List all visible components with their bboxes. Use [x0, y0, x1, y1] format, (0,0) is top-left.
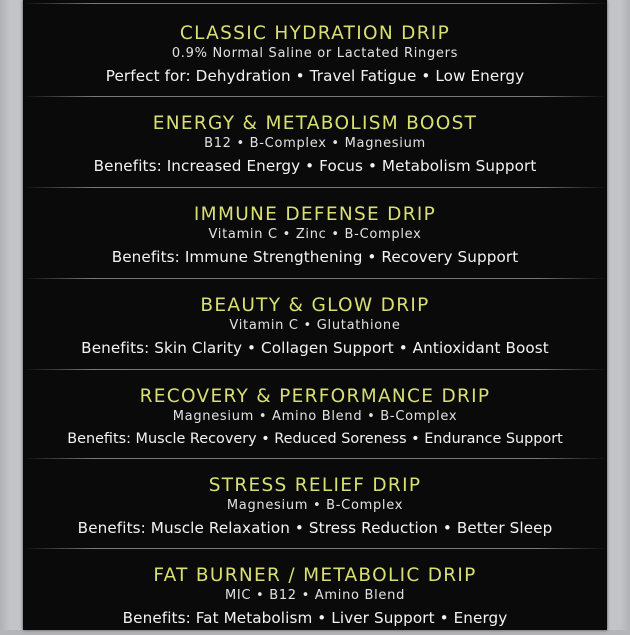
drip-title: ENERGY & METABOLISM BOOST [152, 113, 478, 134]
drip-ingredients: 0.9% Normal Saline or Lactated Ringers [171, 46, 459, 61]
drip-ingredients: Magnesium • B-Complex [226, 498, 404, 513]
drip-ingredients: Magnesium • Amino Blend • B-Complex [172, 409, 458, 424]
drip-section-beauty-glow [23, 275, 607, 365]
drip-benefits: Benefits: Immune Strengthening • Recovery Support [111, 248, 519, 266]
drip-menu-panel [23, 0, 607, 630]
drip-section-classic-hydration [23, 3, 607, 93]
drip-ingredients: B12 • B-Complex • Magnesium [204, 136, 426, 151]
drip-section-energy-metabolism [23, 93, 607, 183]
drip-section-immune-defense [23, 184, 607, 274]
drip-section-recovery-performance [23, 366, 607, 456]
drip-title: RECOVERY & PERFORMANCE DRIP [139, 386, 491, 407]
drip-section-fat-burner [23, 545, 607, 635]
drip-benefits: Benefits: Skin Clarity • Collagen Support • Antioxidant Boost [81, 339, 549, 357]
drip-section-stress-relief [23, 455, 607, 545]
drip-title: IMMUNE DEFENSE DRIP [193, 204, 437, 225]
drip-ingredients: MIC • B12 • Amino Blend [224, 588, 406, 603]
drip-benefits: Benefits: Muscle Recovery • Reduced Soreness • Endurance Support [67, 431, 563, 447]
drip-benefits: Perfect for: Dehydration • Travel Fatigue • Low Energy [105, 67, 525, 85]
drip-title: BEAUTY & GLOW DRIP [200, 295, 430, 316]
drip-benefits: Benefits: Fat Metabolism • Liver Support • Energy [122, 609, 508, 627]
drip-benefits: Benefits: Increased Energy • Focus • Metabolism Support [93, 157, 537, 175]
drip-title: FAT BURNER / METABOLIC DRIP [153, 565, 477, 586]
drip-ingredients: Vitamin C • Zinc • B-Complex [208, 227, 422, 242]
drip-title: CLASSIC HYDRATION DRIP [179, 23, 451, 44]
drip-title: STRESS RELIEF DRIP [208, 475, 422, 496]
drip-ingredients: Vitamin C • Glutathione [229, 318, 401, 333]
drip-benefits: Benefits: Muscle Relaxation • Stress Reduction • Better Sleep [77, 519, 553, 537]
